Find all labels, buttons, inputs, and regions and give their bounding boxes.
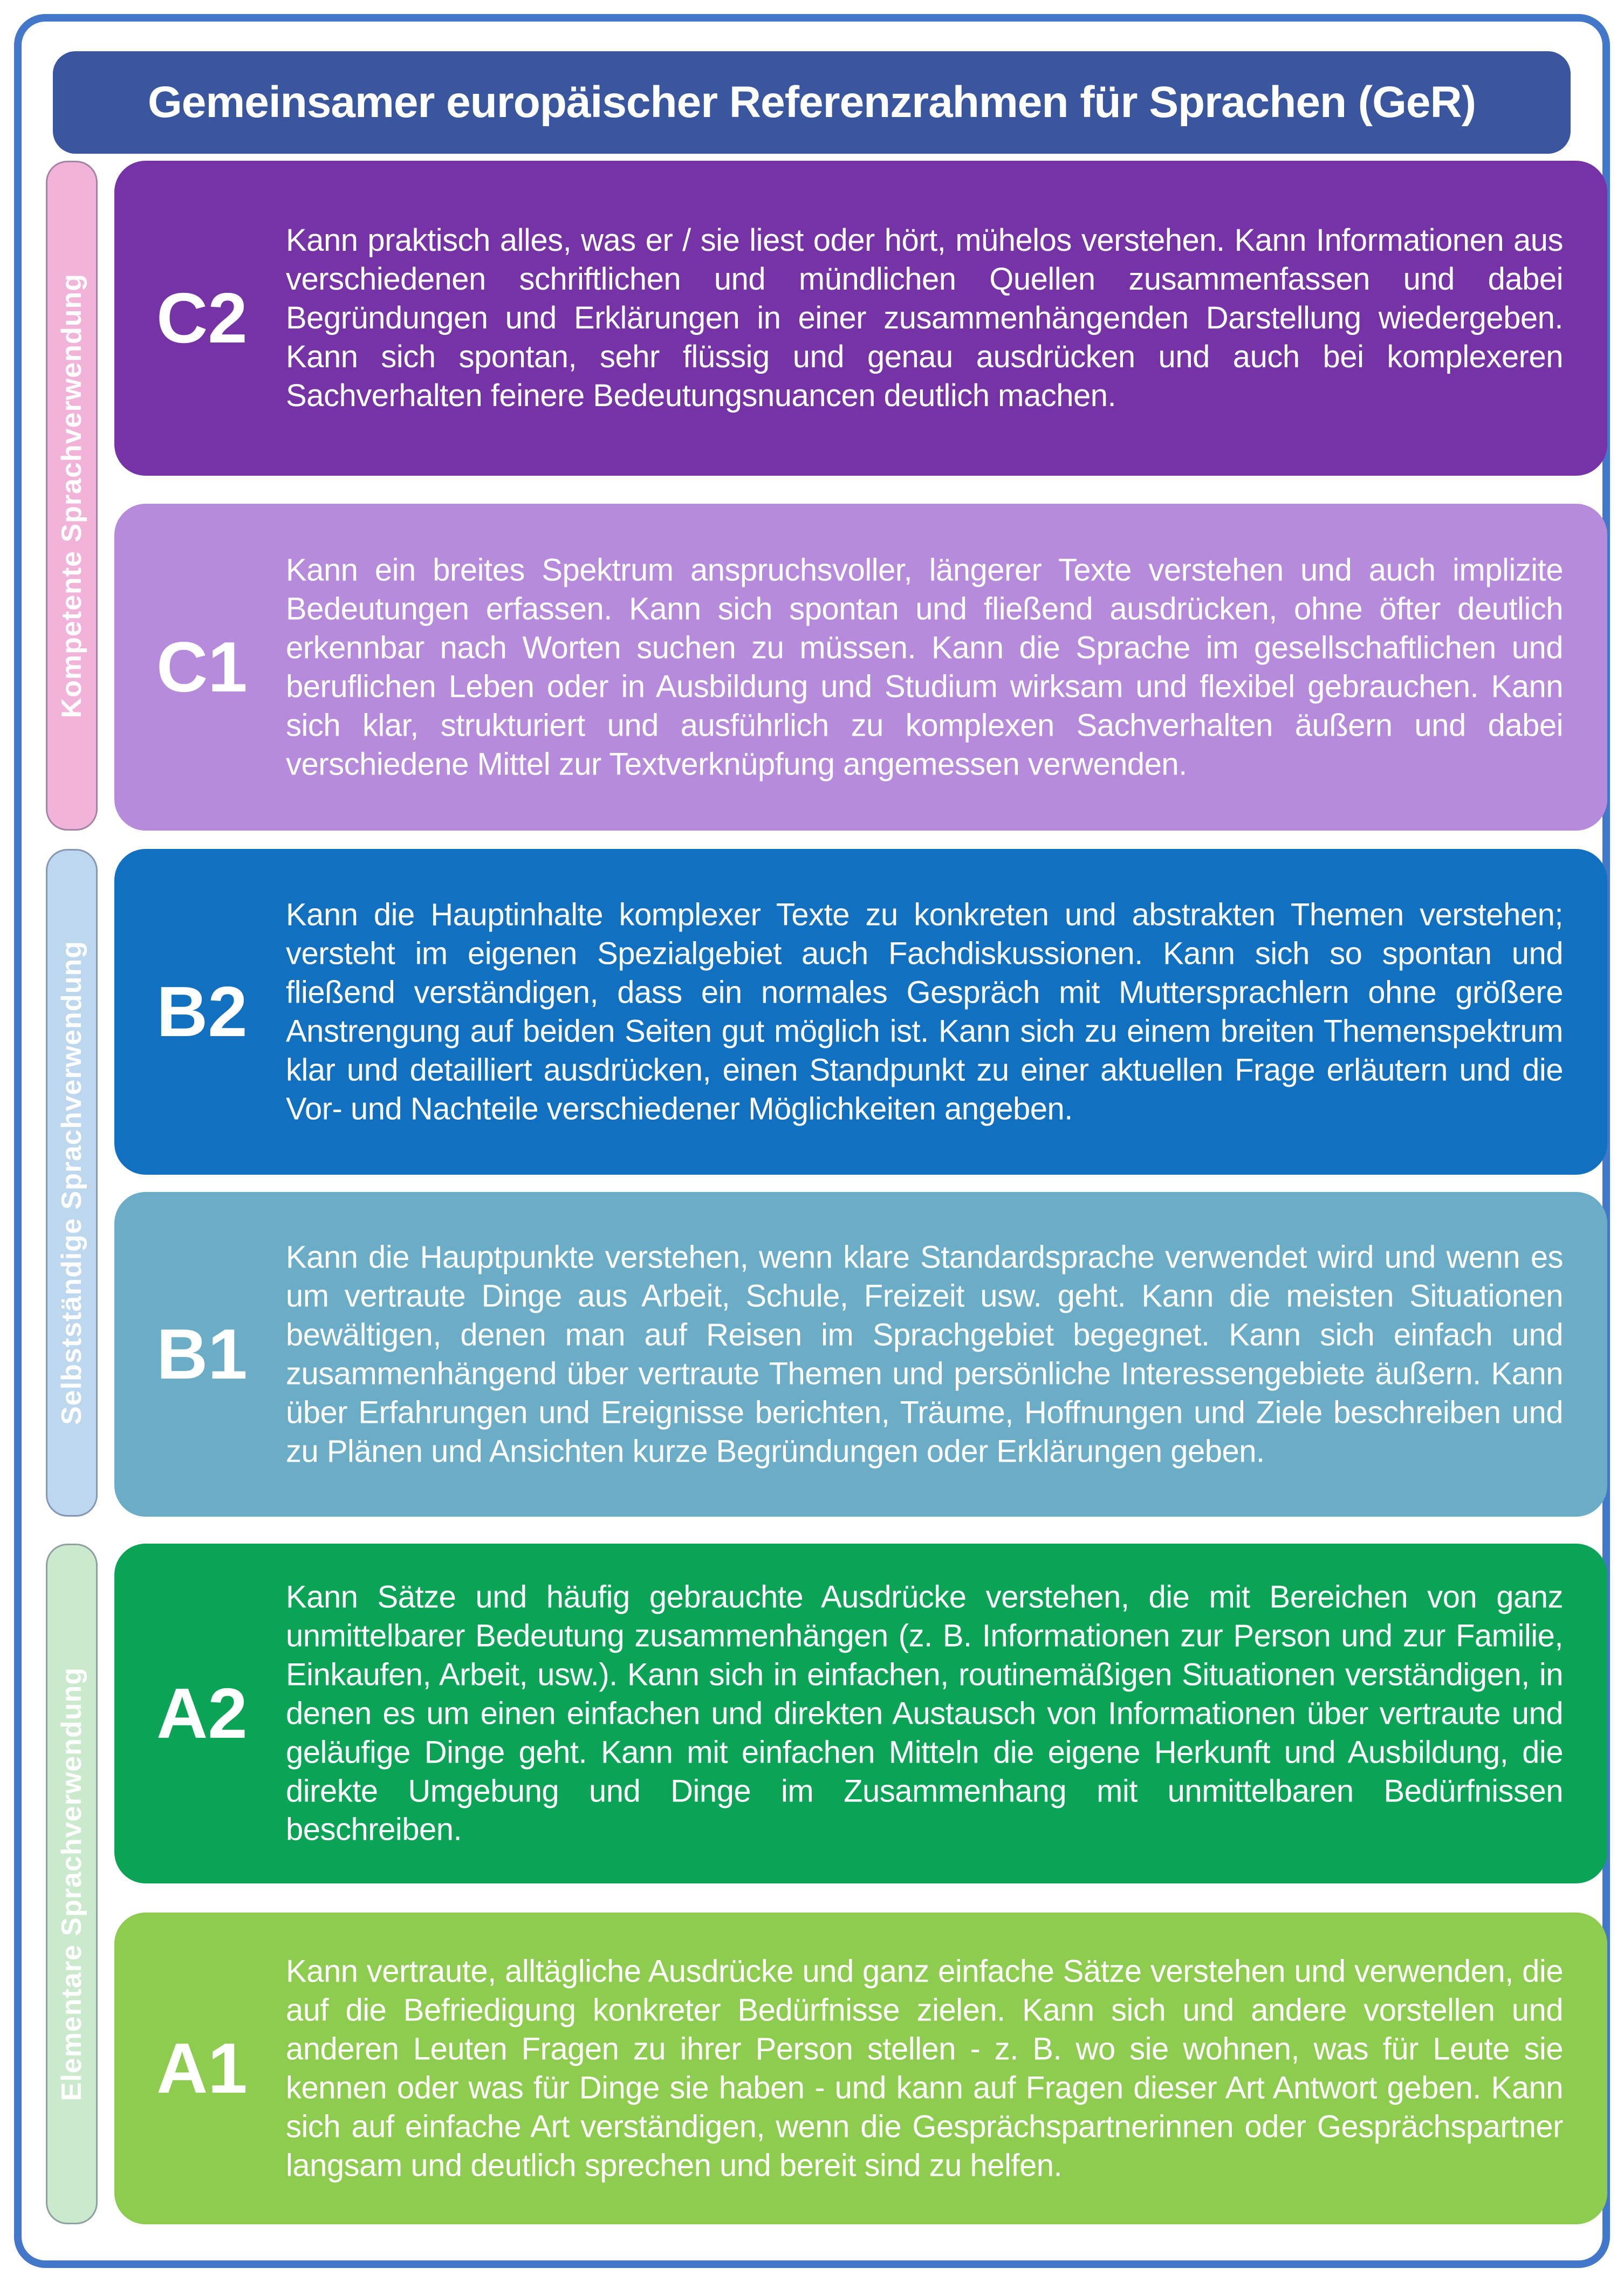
level-box-c2 [114, 161, 1607, 476]
level-code-c2: C2 [156, 278, 248, 358]
level-description-a1: Kann vertraute, alltägliche Ausdrücke und ganz einfache Sätze verstehen und verwenden, die auf die Befriedigung konkreter Bedürfnisse zielen. Kann sich und andere vorstellen und anderen Leuten Fragen zu ihrer Person stellen - z. B. wo sie wohnen, was für Leute sie kennen oder was für Dinge sie haben - und kann auf Fragen dieser Art Antwort geben. Kann sich auf einfache Art verständigen, wenn die Gesprächspartnerinnen oder Gesprächspartner langsam und deutlich sprechen und bereit sind zu helfen. [286, 1954, 1563, 2183]
level-description-b2: Kann die Hauptinhalte komplexer Texte zu konkreten und abstrakten Themen verstehen; versteht im eigenen Spezialgebiet auch Fachdiskussionen. Kann sich so spontan und fließend verständigen, dass ein normales Gespräch mit Muttersprachlern ohne größere Anstrengung auf beiden Seiten gut möglich ist. Kann sich zu einem breiten Themenspektrum klar und detailliert ausdrücken, einen Standpunkt zu einer aktuellen Frage erläutern und die Vor- und Nachteile verschiedener Möglichkeiten angeben. [286, 897, 1563, 1126]
group-label-selbststaendige: Selbstständige Sprachverwendung [56, 941, 87, 1425]
level-code-a1: A1 [156, 2029, 248, 2108]
level-box-c1 [114, 504, 1607, 831]
level-description-c1: Kann ein breites Spektrum anspruchsvoller, längerer Texte verstehen und auch implizite Bedeutungen erfassen. Kann sich spontan und fließend ausdrücken, ohne öfter deutlich erkennbar nach Worten suchen zu müssen. Kann die Sprache im gesellschaftlichen und beruflichen Leben oder in Ausbildung und Studium wirksam und flexibel gebrauchen. Kann sich klar, strukturiert und ausführlich zu komplexen Sachverhalten äußern und dabei verschiedene Mittel zur Textverknüpfung angemessen verwenden. [286, 552, 1563, 782]
title-bar [53, 51, 1571, 154]
level-box-b2 [114, 849, 1607, 1175]
level-code-c1: C1 [156, 627, 248, 707]
level-description-c2: Kann praktisch alles, was er / sie liest oder hört, mühelos verstehen. Kann Informationen aus verschiedenen schriftlichen und mündlichen Quellen zusammenfassen und dabei Begründungen und Erklärungen in einer zusammenhängenden Darstellung wiedergeben. Kann sich spontan, sehr flüssig und genau ausdrücken und auch bei komplexeren Sachverhalten feinere Bedeutungsnuancen deutlich machen. [286, 223, 1563, 413]
group-label-elementare: Elementare Sprachverwendung [56, 1667, 87, 2101]
group-label-kompetente: Kompetente Sprachverwendung [56, 273, 87, 718]
level-description-a2: Kann Sätze und häufig gebrauchte Ausdrücke verstehen, die mit Bereichen von ganz unmittelbarer Bedeutung zusammenhängen (z. B. Informationen zur Person und zur Familie, Einkaufen, Arbeit, usw.). Kann sich in einfachen, routinemäßigen Situationen verständigen, in denen es um einen einfachen und direkten Austausch von Informationen über vertraute und geläufige Dinge geht. Kann mit einfachen Mitteln die eigene Herkunft und Ausbildung, die direkte Umgebung und Dinge im Zusammenhang mit unmittelbaren Bedürfnissen beschreiben. [286, 1579, 1563, 1847]
level-code-a2: A2 [156, 1674, 248, 1753]
group-bar-elementare [46, 1544, 98, 2224]
page-title: Gemeinsamer europäischer Referenzrahmen für Sprachen (GeR) [147, 78, 1476, 127]
group-bar-kompetente [46, 161, 98, 831]
group-bar-selbststaendige [46, 849, 98, 1517]
level-box-a1 [114, 1913, 1607, 2224]
level-description-b1: Kann die Hauptpunkte verstehen, wenn klare Standardsprache verwendet wird und wenn es um vertraute Dinge aus Arbeit, Schule, Freizeit usw. geht. Kann die meisten Situationen bewältigen, denen man auf Reisen im Sprachgebiet begegnet. Kann sich einfach und zusammenhängend über vertraute Themen und persönliche Interessengebiete äußern. Kann über Erfahrungen und Ereignisse berichten, Träume, Hoffnungen und Ziele beschreiben und zu Plänen und Ansichten kurze Begründungen oder Erklärungen geben. [286, 1239, 1563, 1469]
level-box-a2 [114, 1544, 1607, 1883]
level-box-b1 [114, 1192, 1607, 1517]
level-code-b2: B2 [156, 972, 248, 1051]
level-code-b1: B1 [156, 1314, 248, 1394]
